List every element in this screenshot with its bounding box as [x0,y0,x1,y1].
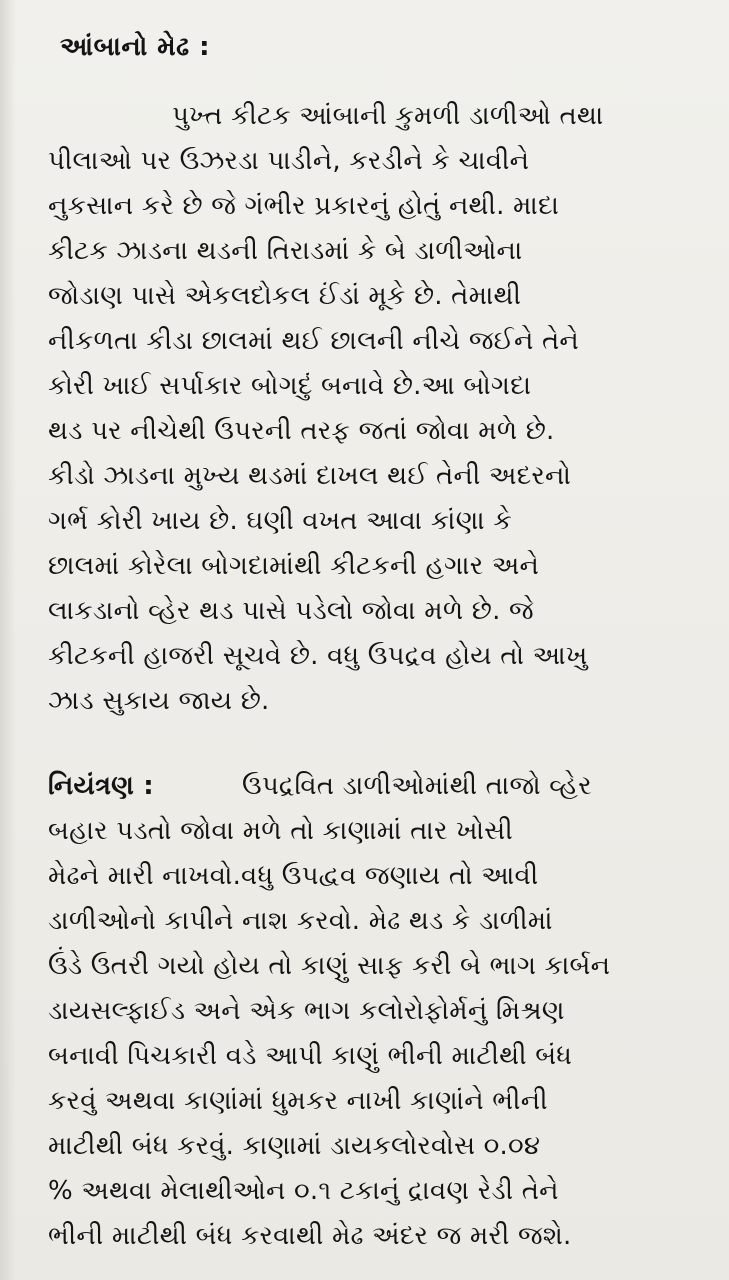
paragraph-1-line-10: ગર્ભ કોરી ખાય છે. ઘણી વખત આવા કાંણા કે [48,506,512,536]
paragraph-2-line-2: બહાર પડતો જોવા મળે તો કાણામાં તાર ખોસી [48,816,513,846]
paragraph-2-line-4: ડાળીઓનો કાપીને નાશ કરવો. મેઢ થડ કે ડાળીમાં [48,906,553,936]
paragraph-1-line-5: જોડાણ પાસે એકલદોકલ ઈંડાં મૂકે છે. તેમાથી [48,281,522,311]
paragraph-2-line-10: % અથવા મેલાથીઓન ૦.૧ ટકાનું દ્રાવણ રેડી તેને [48,1176,559,1206]
control-label: નિયંત્રણ : [48,771,154,801]
paragraph-1-line-1: પુખ્ત કીટક આંબાની કુમળી ડાળીઓ તથા [172,101,604,131]
section-heading: આંબાનો મેઢ : [60,32,210,62]
paragraph-2-line-5: ઉંડે ઉતરી ગયો હોય તો કાણું સાફ કરી બે ભાગ કાર્બન [48,951,611,981]
paragraph-2-line-11: ભીની માટીથી બંધ કરવાથી મેઢ અંદર જ મરી જશે. [48,1221,572,1251]
paragraph-1-line-2: પીલાઓ પર ઉઝરડા પાડીને, કરડીને કે ચાવીને [48,146,530,176]
paragraph-1-line-8: થડ પર નીચેથી ઉપરની તરફ જતાં જોવા મળે છે. [48,416,555,446]
paragraph-1-line-12: લાકડાનો વ્હેર થડ પાસે પડેલો જોવા મળે છે. જે [48,596,534,626]
control-line-1-rest: ઉપદ્રવિત ડાળીઓમાંથી તાજો વ્હેર [242,771,592,801]
paragraph-1-line-6: નીકળતા કીડા છાલમાં થઈ છાલની નીચે જઈને તેને [48,326,579,356]
paragraph-2-line-9: માટીથી બંધ કરવું. કાણામાં ડાયકલોરવોસ ૦.૦૪ [48,1131,541,1161]
paragraph-1-line-14: ઝાડ સુકાય જાય છે. [48,686,270,716]
paragraph-2-line-8: કરવું અથવા કાણાંમાં ધુમકર નાખી કાણાંને ભીની [48,1086,548,1116]
paragraph-1-line-9: કીડો ઝાડના મુખ્ય થડમાં દાખલ થઈ તેની અદરનો [48,461,572,491]
paragraph-2-line-7: બનાવી પિચકારી વડે આપી કાણું ભીની માટીથી બંધ [48,1041,573,1071]
paragraph-1-line-7: કોરી ખાઈ સર્પાકાર બોગદું બનાવે છે.આ બોગદા [48,371,532,401]
paragraph-1-line-11: છાલમાં કોરેલા બોગદામાંથી કીટકની હગાર અને [48,551,540,581]
paragraph-2-line-3: મેઢને મારી નાખવો.વધુ ઉપદ્વવ જણાય તો આવી [48,861,539,891]
paragraph-2-line-6: ડાયસલ્ફાઈડ અને એક ભાગ કલોરોફોર્મનું મિશ્રણ [48,996,565,1026]
paragraph-1-line-4: કીટક ઝાડના થડની તિરાડમાં કે બે ડાળીઓના [48,236,523,266]
paragraph-1-line-3: નુકસાન કરે છે જે ગંભીર પ્રકારનું હોતું નથી. માદા [48,191,560,221]
paragraph-1-line-13: કીટકની હાજરી સૂચવે છે. વધુ ઉપદ્રવ હોય તો આખુ [48,641,588,671]
